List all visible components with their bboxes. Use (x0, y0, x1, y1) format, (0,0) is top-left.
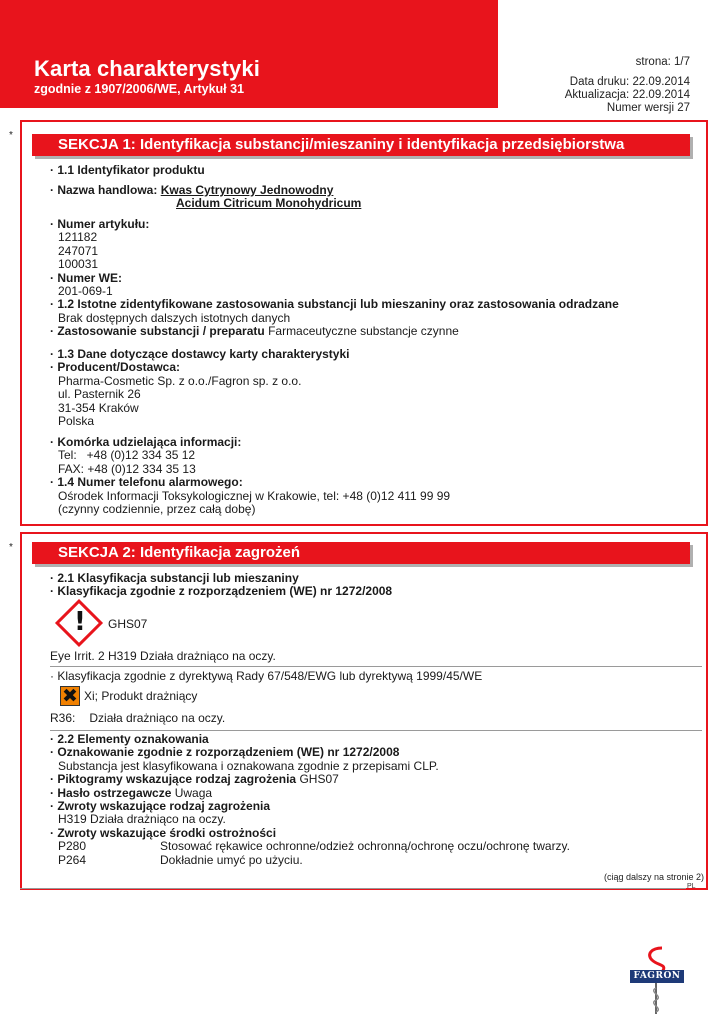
section-1-title: SEKCJA 1: Identyfikacja substancji/mieszaniny i identyfikacja przedsiębiorstwa (32, 134, 690, 156)
eye-irrit: Eye Irrit. 2 H319 Działa drażniąco na oczy. (50, 649, 276, 663)
use-label: · Zastosowanie substancji / preparatu (50, 324, 265, 339)
document-title: Karta charakterystyki (34, 56, 260, 81)
precaution-row (50, 854, 570, 867)
emergency-hours: (czynny codziennie, przez całą dobę) (58, 502, 256, 517)
s12-heading: · 1.2 Istotne zidentyfikowane zastosowania substancji lub mieszaniny oraz zastosowania odradzane (50, 297, 619, 312)
language-code: PL (687, 883, 696, 890)
s21-heading: · 2.1 Klasyfikacja substancji lub mieszaniny (50, 571, 299, 585)
clp-heading: · Klasyfikacja zgodnie z rozporządzeniem (WE) nr 1272/2008 (50, 584, 393, 599)
footer-line (20, 888, 686, 889)
article-number: 100031 (58, 257, 99, 272)
page-number: strona: 1/7 (635, 56, 690, 68)
contact-block (50, 436, 450, 516)
precaution-label: · Zwroty wskazujące środki ostrożności (50, 825, 277, 840)
article-label: · Numer artykułu: (50, 217, 150, 231)
divider (50, 666, 702, 667)
we-value: 201-069-1 (58, 284, 113, 299)
change-marker: * (9, 542, 13, 553)
document-meta (565, 76, 690, 115)
use-value: Farmaceutyczne substancje czynne (268, 324, 459, 339)
hazard-label: · Zwroty wskazujące rodzaj zagrożenia (50, 799, 271, 814)
article-number: 247071 (58, 243, 99, 258)
s14-heading: · 1.4 Numer telefonu alarmowego: (50, 475, 243, 490)
s11-heading: · 1.1 Identyfikator produktu (50, 163, 205, 177)
we-label: · Numer WE: (50, 270, 122, 285)
producer-line: Pharma-Cosmetic Sp. z o.o./Fagron sp. z o.o. (58, 373, 302, 388)
signal-label: · Hasło ostrzegawcze (50, 785, 172, 800)
xi-label: Xi; Produkt drażniący (84, 689, 198, 703)
divider (50, 730, 702, 731)
version-number: Numer wersji 27 (606, 102, 690, 114)
article-block (50, 218, 619, 339)
precaution-text: Stosować rękawice ochronne/odzież ochronną/ochronę oczu/ochronę twarzy. (160, 839, 571, 854)
pictograms-label: · Piktogramy wskazujące rodzaj zagrożenia (50, 772, 297, 787)
section-1-content (50, 164, 205, 177)
section-2-title: SEKCJA 2: Identyfikacja zagrożeń (32, 542, 690, 564)
update-date: Aktualizacja: 22.09.2014 (564, 89, 690, 101)
fax: FAX: +48 (0)12 334 35 13 (58, 461, 196, 476)
pictograms-value: GHS07 (299, 772, 339, 787)
change-marker: * (9, 130, 13, 141)
article-number: 121182 (58, 230, 98, 245)
precaution-text: Dokładnie umyć po użyciu. (160, 852, 303, 867)
signal-value: Uwaga (174, 785, 213, 800)
exclamation-icon: ! (74, 607, 86, 637)
fagron-logo-text: FAGRON (630, 970, 684, 983)
classification-block (50, 572, 392, 599)
r36-code: R36: (50, 711, 76, 725)
continued-note: (ciąg dalszy na stronie 2) (603, 872, 704, 882)
supplier-block (50, 348, 349, 428)
telephone: Tel: +48 (0)12 334 35 12 (58, 448, 196, 463)
document-subtitle: zgodnie z 1907/2006/WE, Artykuł 31 (34, 82, 245, 96)
r36-text: Działa drażniąco na oczy. (89, 711, 226, 725)
r36-row (50, 712, 225, 725)
label-text: Substancja jest klasyfikowana i oznakowana zgodnie z przepisami CLP. (58, 758, 439, 773)
s13-heading: · 1.3 Dane dotyczące dostawcy karty charakterystyki (50, 347, 350, 361)
s12-text: Brak dostępnych dalszych istotnych danych (58, 310, 291, 325)
xi-hazard-icon: ✖ (60, 686, 80, 706)
s22-heading: · 2.2 Elementy oznakowania (50, 732, 209, 746)
trade-name-block (50, 184, 361, 211)
producer-line: 31-354 Kraków (58, 400, 139, 415)
precaution-code: P264 (58, 852, 87, 867)
hazard-value: H319 Działa drażniąco na oczy. (58, 812, 226, 827)
trade-name-2: Acidum Citricum Monohydricum (176, 196, 362, 211)
info-label: · Komórka udzielająca informacji: (50, 435, 242, 449)
ghs-label: GHS07 (108, 617, 148, 631)
trade-name-1: Kwas Cytrynowy Jednowodny (160, 183, 334, 197)
trade-name-label: · Nazwa handlowa: (50, 183, 158, 197)
producer-line: ul. Pasternik 26 (58, 387, 141, 402)
label-heading: · Oznakowanie zgodnie z rozporządzeniem (WE) nr 1272/2008 (50, 745, 400, 760)
producer-label: · Producent/Dostawca: (50, 360, 181, 375)
precaution-row (50, 840, 570, 853)
print-date: Data druku: 22.09.2014 (569, 76, 690, 88)
labelling-block (50, 733, 570, 867)
producer-line: Polska (58, 414, 95, 429)
dsd-heading: · Klasyfikacja zgodnie z dyrektywą Rady 67/548/EWG lub dyrektywą 1999/45/WE (50, 669, 483, 683)
precaution-code: P280 (58, 839, 87, 854)
emergency-line: Ośrodek Informacji Toksykologicznej w Krakowie, tel: +48 (0)12 411 99 99 (58, 488, 451, 503)
